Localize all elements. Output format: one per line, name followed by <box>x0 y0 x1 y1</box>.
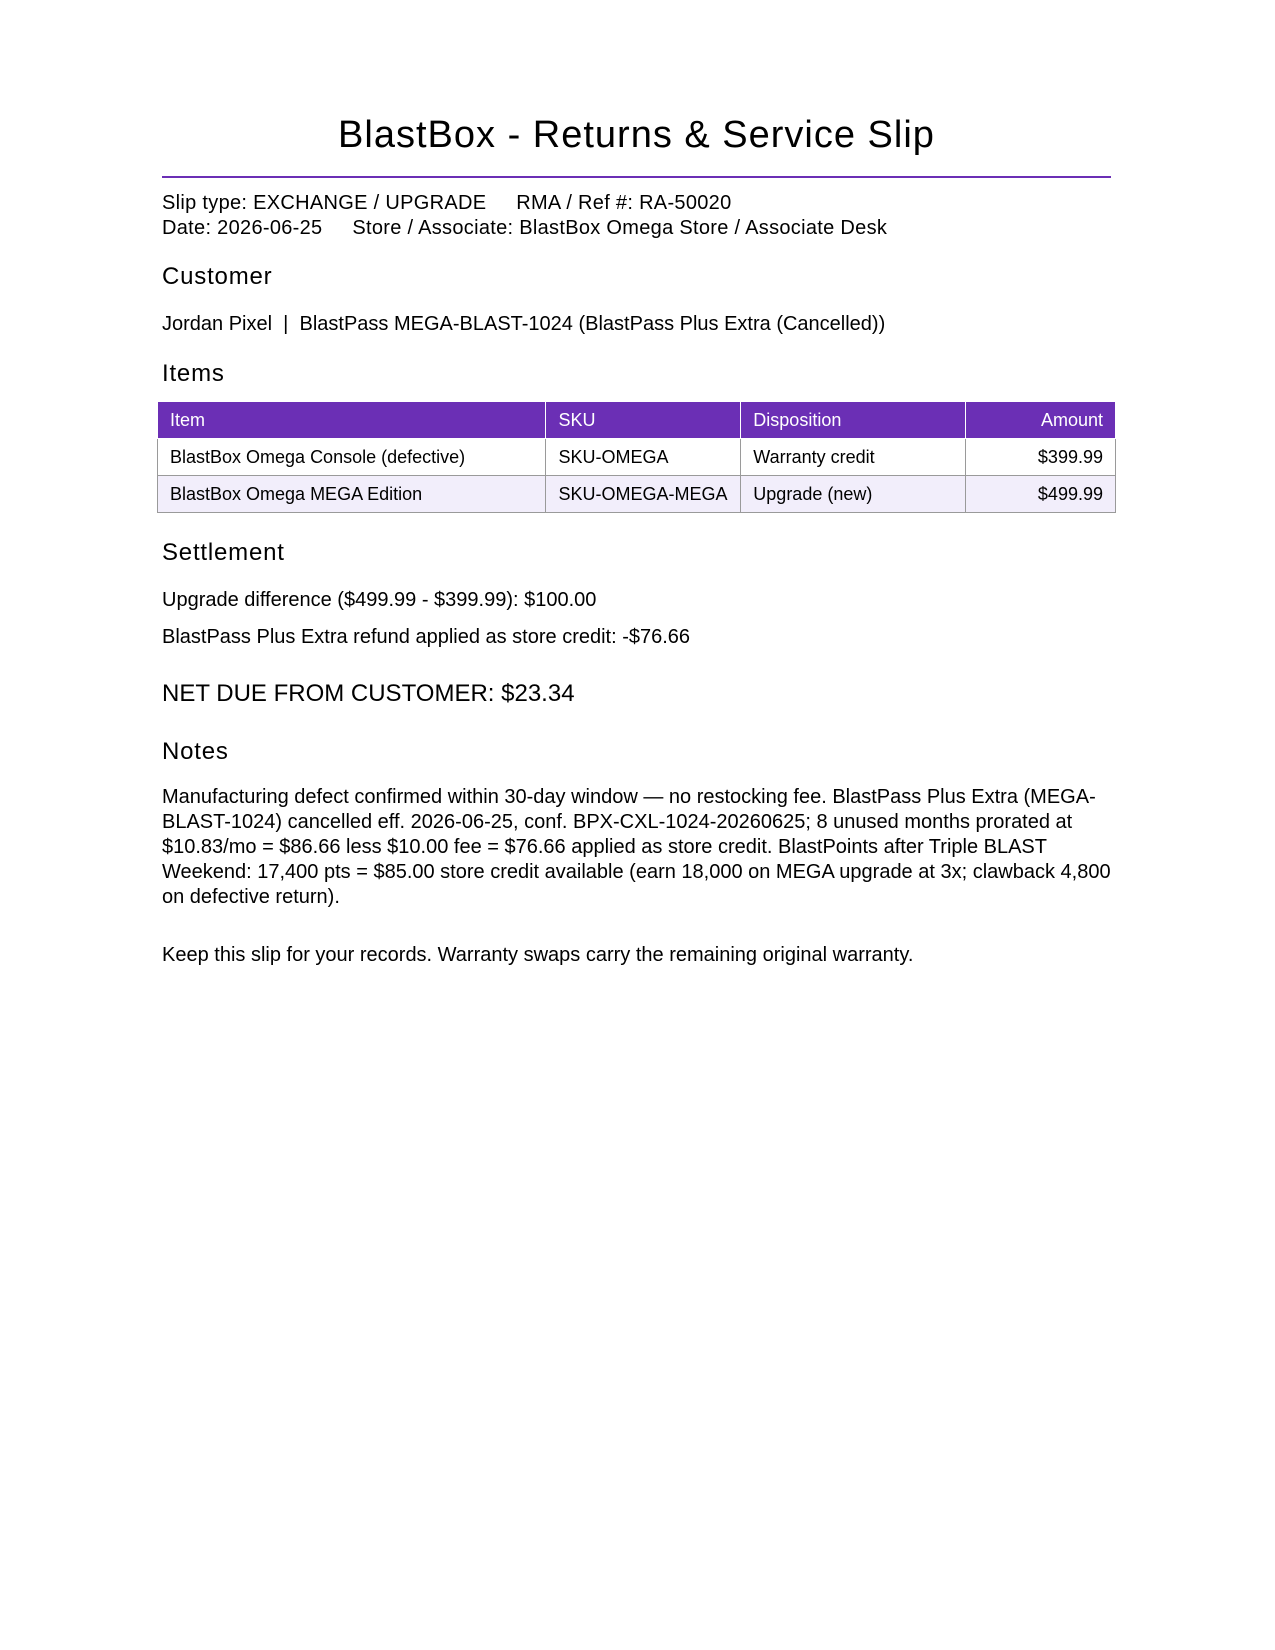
items-heading: Items <box>162 360 225 387</box>
store-value: BlastBox Omega Store / Associate Desk <box>519 217 888 239</box>
slip-type-label: Slip type: <box>162 192 248 214</box>
cell-amount: $499.99 <box>966 476 1116 513</box>
net-due: NET DUE FROM CUSTOMER: $23.34 <box>162 680 575 707</box>
cell-disposition: Warranty credit <box>741 439 966 476</box>
column-header-amount: Amount <box>966 402 1116 439</box>
store-label: Store / Associate: <box>352 217 514 239</box>
customer-heading: Customer <box>162 263 273 290</box>
cell-item: BlastBox Omega MEGA Edition <box>158 476 546 513</box>
notes-heading: Notes <box>162 738 229 765</box>
notes-footer: Keep this slip for your records. Warranty swaps carry the remaining original warranty. <box>162 944 914 966</box>
column-header-item: Item <box>158 402 546 439</box>
rma-value: RA-50020 <box>639 192 732 214</box>
cell-sku: SKU-OMEGA <box>546 439 741 476</box>
column-header-disposition: Disposition <box>741 402 966 439</box>
items-table <box>157 401 1116 513</box>
title-divider <box>162 176 1111 178</box>
customer-line: Jordan Pixel | BlastPass MEGA-BLAST-1024 (BlastPass Plus Extra (Cancelled)) <box>162 313 886 335</box>
column-header-sku: SKU <box>546 402 741 439</box>
table-header-row <box>158 402 1116 439</box>
cell-amount: $399.99 <box>966 439 1116 476</box>
notes-body: Manufacturing defect confirmed within 30-day window — no restocking fee. BlastPass Plus Extra (MEGA-BLAST-1024) cancelled eff. 2026-06-25, conf. BPX-CXL-1024-20260625; 8 unused months prorated at $10.83/mo = $86.66 less $10.00 fee = $76.66 applied as store credit. BlastPoints after Triple BLAST Weekend: 17,400 pts = $85.00 store credit available (earn 18,000 on MEGA upgrade at 3x; clawback 4,800 on defective return). <box>162 786 1111 908</box>
cell-item: BlastBox Omega Console (defective) <box>158 439 546 476</box>
cell-disposition: Upgrade (new) <box>741 476 966 513</box>
slip-type-value: EXCHANGE / UPGRADE <box>253 192 487 214</box>
table-row <box>158 439 1116 476</box>
date-label: Date: <box>162 217 212 239</box>
settlement-line-refund: BlastPass Plus Extra refund applied as store credit: -$76.66 <box>162 626 691 648</box>
table-row <box>158 476 1116 513</box>
rma-label: RMA / Ref #: <box>516 192 634 214</box>
cell-sku: SKU-OMEGA-MEGA <box>546 476 741 513</box>
date-value: 2026-06-25 <box>217 217 323 239</box>
page-title: BlastBox - Returns & Service Slip <box>338 114 935 156</box>
meta-row-1 <box>162 193 732 213</box>
settlement-line-upgrade: Upgrade difference ($499.99 - $399.99): $100.00 <box>162 589 597 611</box>
meta-row-2 <box>162 218 887 238</box>
settlement-heading: Settlement <box>162 539 285 566</box>
